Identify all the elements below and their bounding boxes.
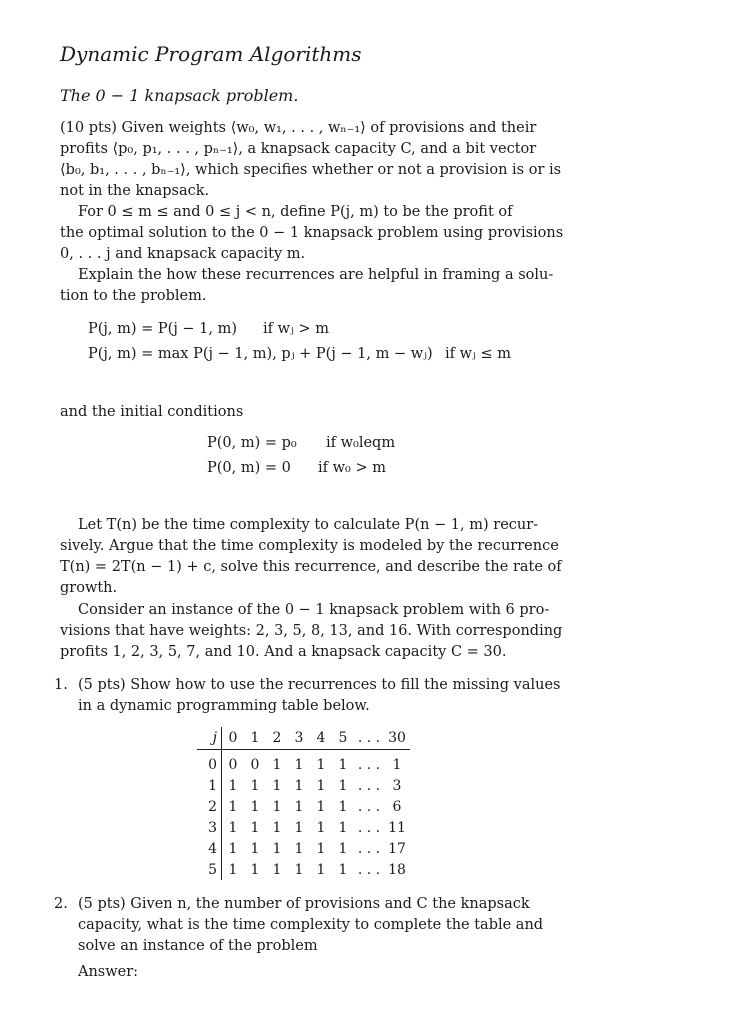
dp-table-cell: 1 [338,861,348,878]
time-line: T(n) = 2T(n − 1) + c, solve this recurrence, and describe the rate of [60,559,562,575]
dp-table-cell: 1 [250,840,260,857]
instance-paragraph [60,600,563,663]
dp-table-column-header: 5 [332,727,354,750]
question-2-line: capacity, what is the time complexity to complete the table and [78,917,544,933]
dp-table-row-index: 1 [197,775,222,796]
dp-table-row [197,817,410,838]
question-1-line: in a dynamic programming table below. [78,698,370,714]
dp-table-row-index: 0 [197,750,222,776]
dp-table-cell: 6 [392,798,402,815]
dp-table-cell: 1 [338,777,348,794]
definition-line: 0, . . . j and knapsack capacity m. [60,246,306,262]
dp-table-cell: 1 [316,798,326,815]
dp-table-cell: 1 [250,798,260,815]
dp-table-column-header: 4 [310,727,332,750]
dp-table-cell: 1 [316,861,326,878]
intro-line: not in the knapsack. [60,183,210,199]
intro-line: ⟨b₀, b₁, . . . , bₙ₋₁⟩, which specifies whether or not a provision is or is [60,162,562,178]
dp-table-column-header: 2 [266,727,288,750]
dp-table-cell: . . . [357,861,381,878]
dp-table-cell: 1 [228,777,238,794]
dp-table-row-index: 2 [197,796,222,817]
dp-table-cell: 1 [228,861,238,878]
dp-table-cell: 1 [272,819,282,836]
dp-table-cell: 1 [316,819,326,836]
dp-table-cell: 1 [294,819,304,836]
dp-table-cell: 1 [228,840,238,857]
intro-line: (10 pts) Given weights ⟨w₀, w₁, . . . , wₙ₋₁⟩ of provisions and their [60,120,537,136]
question-2-line: solve an instance of the problem [78,938,318,954]
dp-table-column-header: 1 [244,727,266,750]
initial-conditions-label: and the initial conditions [60,404,244,420]
dp-table-cell: 1 [272,798,282,815]
dp-table-cell: 1 [294,756,304,773]
time-line: growth. [60,580,118,596]
dp-table-cell: 1 [338,756,348,773]
dp-table-cell: 1 [272,756,282,773]
question-2-line: (5 pts) Given n, the number of provisions and C the knapsack [78,896,530,912]
dp-table-row-index: 5 [197,859,222,880]
dp-table-cell: 1 [250,819,260,836]
dp-table-cell: 1 [338,819,348,836]
initial-condition-1: if w₀leqm [326,435,396,451]
dp-table-row [197,859,410,880]
dp-table-cell: 1 [294,798,304,815]
time-line: Let T(n) be the time complexity to calculate P(n − 1, m) recur- [78,517,539,533]
dp-table-column-header: . . . [354,727,384,750]
dp-table-row [197,796,410,817]
dp-table-row [197,750,410,776]
dp-table-cell: 1 [316,840,326,857]
problem-intro-paragraph [60,118,562,202]
dp-table-column-header: 30 [384,727,410,750]
dp-table-cell: . . . [357,777,381,794]
definition-line: For 0 ≤ m ≤ and 0 ≤ j < n, define P(j, m) to be the profit of [78,204,513,220]
time-complexity-paragraph [60,515,562,599]
intro-line: profits ⟨p₀, p₁, . . . , pₙ₋₁⟩, a knapsack capacity C, and a bit vector [60,141,537,157]
dp-table-cell: . . . [357,819,381,836]
dp-table-cell: . . . [357,798,381,815]
initial-condition-2: if w₀ > m [318,460,386,476]
time-line: sively. Argue that the time complexity is modeled by the recurrence [60,538,559,554]
dp-table-cell: 1 [272,777,282,794]
dp-table-cell: 3 [392,777,402,794]
dp-table-cell: 11 [388,819,406,836]
dp-table [197,727,410,880]
dp-table-cell: 1 [338,798,348,815]
dp-table-cell: . . . [357,840,381,857]
dp-table-cell: 1 [316,777,326,794]
dp-table-cell: 1 [272,840,282,857]
question-1-number: 1. [54,677,68,693]
question-2-text [78,894,544,957]
recurrence-condition-2: if wⱼ ≤ m [445,346,511,362]
dp-table-cell: 1 [250,861,260,878]
dp-table-cell: 1 [294,861,304,878]
dp-table-cell: 1 [316,756,326,773]
question-1-line: (5 pts) Show how to use the recurrences to fill the missing values [78,677,561,693]
dp-table-cell: 18 [388,861,406,878]
section-subtitle: The 0 − 1 knapsack problem. [60,86,299,105]
dp-table-cell: 1 [392,756,402,773]
explain-line: Explain the how these recurrences are helpful in framing a solu- [78,267,554,283]
instance-line: Consider an instance of the 0 − 1 knapsack problem with 6 pro- [78,602,550,618]
dp-table-cell: 1 [228,819,238,836]
dp-table-column-header: 3 [288,727,310,750]
definition-paragraph [60,202,564,265]
answer-label: Answer: [78,964,139,980]
dp-table-row-index: 3 [197,817,222,838]
dp-table-cell: 0 [250,756,260,773]
initial-equation-1: P(0, m) = p₀ [207,435,297,451]
recurrence-equation-2: P(j, m) = max P(j − 1, m), pⱼ + P(j − 1, m − wⱼ) [88,346,433,362]
dp-table-cell: 0 [228,756,238,773]
dp-table-cell: 1 [294,777,304,794]
dp-table-cell: 17 [388,840,406,857]
initial-equation-2: P(0, m) = 0 [207,460,291,476]
document-title: Dynamic Program Algorithms [60,42,362,66]
definition-line: the optimal solution to the 0 − 1 knapsack problem using provisions [60,225,564,241]
dp-table-cell: . . . [357,756,381,773]
dp-table-cell: 1 [294,840,304,857]
dp-table-row [197,775,410,796]
dp-table-corner-label: j [197,727,222,750]
dp-table-cell: 1 [272,861,282,878]
dp-table-column-header: 0 [222,727,245,750]
dp-table-header-row [197,727,410,750]
dp-table-cell: 1 [338,840,348,857]
explain-line: tion to the problem. [60,288,207,304]
instance-line: profits 1, 2, 3, 5, 7, and 10. And a knapsack capacity C = 30. [60,644,507,660]
question-2-number: 2. [54,896,68,912]
dp-table-cell: 1 [228,798,238,815]
explain-paragraph [60,265,554,307]
question-1-text [78,675,561,717]
recurrence-equation-1: P(j, m) = P(j − 1, m) [88,321,238,337]
dp-table-row-index: 4 [197,838,222,859]
dp-table-row [197,838,410,859]
instance-line: visions that have weights: 2, 3, 5, 8, 13, and 16. With corresponding [60,623,563,639]
dp-table-cell: 1 [250,777,260,794]
recurrence-condition-1: if wⱼ > m [263,321,329,337]
